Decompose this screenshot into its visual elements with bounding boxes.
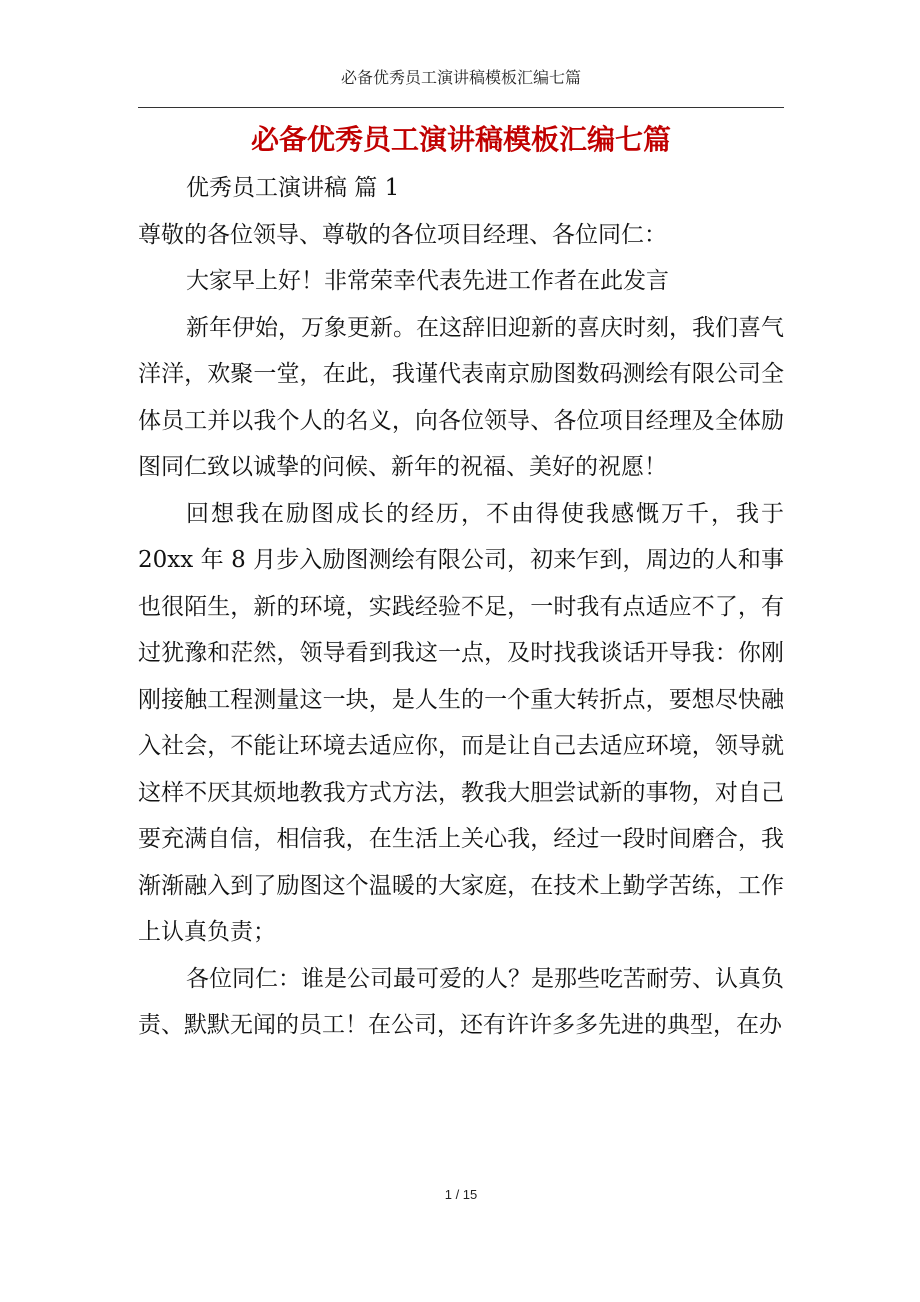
salutation: 尊敬的各位领导、尊敬的各位项目经理、各位同仁： bbox=[138, 221, 667, 248]
header-divider bbox=[138, 107, 784, 108]
paragraph-greeting: 大家早上好！非常荣幸代表先进工作者在此发言 bbox=[186, 268, 669, 294]
document-title: 必备优秀员工演讲稿模板汇编七篇 bbox=[250, 123, 671, 156]
document-body bbox=[138, 165, 784, 1049]
running-header: 必备优秀员工演讲稿模板汇编七篇 bbox=[340, 68, 581, 87]
section-heading: 优秀员工演讲稿 篇 1 bbox=[186, 175, 400, 201]
paragraph-experience: 回想我在励图成长的经历，不由得使我感慨万千，我于20xx 年 8 月步入励图测绘有限公司，初来乍到，周边的人和事也很陌生，新的环境，实践经验不足，一时我有点适应不了，有过犹豫和茫然，领导看到我这一点，及时找我谈话开导我：你刚刚接触工程测量这一块，是人生的一个重大转折点，要想尽快融入社会，不能让环境去适应你，而是让自己去适应环境，领导就这样不厌其烦地教我方式方法，教我大胆尝试新的事物，对自己要充满自信，相信我，在生活上关心我，经过一段时间磨合，我渐渐融入到了励图这个温暖的大家庭，在技术上勤学苦练，工作上认真负责； bbox=[138, 500, 784, 945]
page-number: 1 / 15 bbox=[444, 1187, 478, 1202]
paragraph-colleagues: 各位同仁：谁是公司最可爱的人？是那些吃苦耐劳、认真负责、默默无闻的员工！在公司，还有许许多多先进的典型，在办 bbox=[138, 965, 784, 1038]
paragraph-new-year: 新年伊始，万象更新。在这辞旧迎新的喜庆时刻，我们喜气洋洋，欢聚一堂，在此，我谨代表南京励图数码测绘有限公司全体员工并以我个人的名义，向各位领导、各位项目经理及全体励图同仁致以诚挚的问候、新年的祝福、美好的祝愿！ bbox=[138, 314, 784, 480]
